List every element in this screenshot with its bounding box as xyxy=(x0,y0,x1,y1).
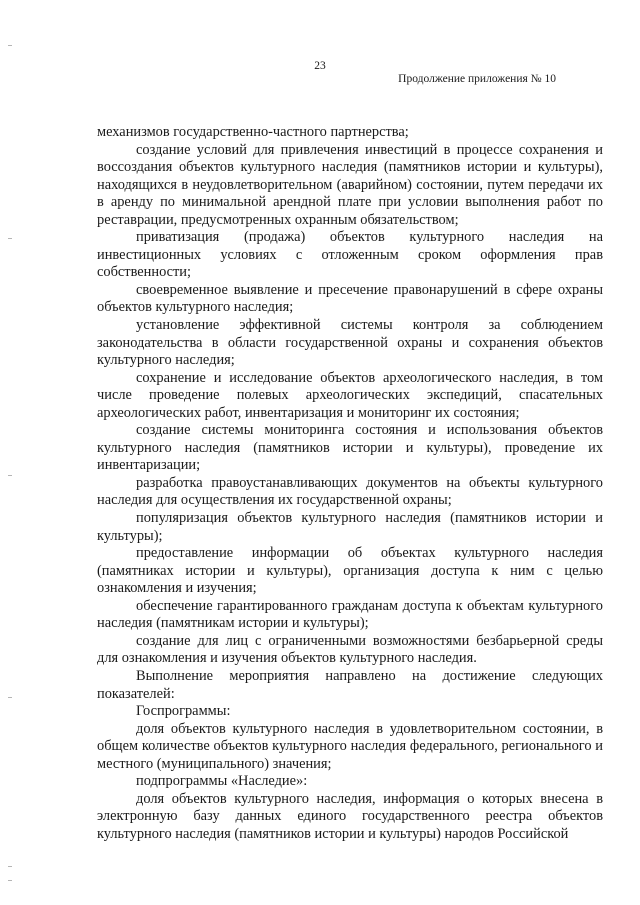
appendix-continuation-note: Продолжение приложения № 10 xyxy=(398,73,556,85)
paragraph-indicator-condition: доля объектов культурного наследия в удовлетворительном состоянии, в общем количестве объектов культурного наследия федерального, регионального и местного (муниципального) значения; xyxy=(97,720,603,772)
paragraph-guaranteed-access: обеспечение гарантированного гражданам доступа к объектам культурного наследия (памятникам истории и культуры); xyxy=(97,597,603,632)
paragraph-investment: создание условий для привлечения инвестиций в процессе сохранения и воссоздания объектов культурного наследия (памятников истории и культуры), находящихся в неудовлетворительном (аварийном) состоянии, путем передачи их в аренду по минимальной арендной плате при условии выполнения работ по реставрации, предусмотренных охранным обязательством; xyxy=(97,141,603,228)
paragraph-state-program: Госпрограммы: xyxy=(136,703,231,720)
paragraph-monitoring: создание системы мониторинга состояния и использования объектов культурного наследия (памятников истории и культуры), проведение их инвентаризации; xyxy=(97,422,603,474)
paragraph-continuation: механизмов государственно-частного партнерства; xyxy=(97,124,409,140)
margin-mark xyxy=(8,866,12,867)
margin-mark xyxy=(8,475,12,476)
paragraph-legal-documents: разработка правоустанавливающих документов на объекты культурного наследия для осуществления их государственной охраны; xyxy=(97,474,603,509)
paragraph-information-access: предоставление информации об объектах культурного наследия (памятниках истории и культуры), организация доступа к ним с целью ознакомления и изучения; xyxy=(97,545,603,597)
paragraph-popularization: популяризация объектов культурного наследия (памятников истории и культуры); xyxy=(97,510,603,544)
paragraph-violations: своевременное выявление и пресечение правонарушений в сфере охраны объектов культурного наследия; xyxy=(97,281,603,316)
paragraph-indicators-intro: Выполнение мероприятия направлено на достижение следующих показателей: xyxy=(97,667,603,702)
margin-mark xyxy=(8,697,12,698)
margin-mark xyxy=(8,880,12,881)
margin-mark xyxy=(8,45,12,46)
paragraph-indicator-registry: доля объектов культурного наследия, информация о которых внесена в электронную базу данных единого государственного реестра объектов культурного наследия (памятников истории и культуры) народов Российской xyxy=(97,790,603,842)
page-number: 23 xyxy=(314,60,326,72)
paragraph-privatization: приватизация (продажа) объектов культурного наследия на инвестиционных условиях с отложенным сроком оформления прав собственности; xyxy=(97,229,603,281)
document-body xyxy=(97,124,603,843)
paragraph-control-system: установление эффективной системы контроля за соблюдением законодательства в области государственной охраны и сохранения объектов культурного наследия; xyxy=(97,317,603,369)
margin-mark xyxy=(8,238,12,239)
paragraph-subprogram-heritage: подпрограммы «Наследие»: xyxy=(136,773,308,790)
paragraph-barrier-free: создание для лиц с ограниченными возможностями безбарьерной среды для ознакомления и изучения объектов культурного наследия. xyxy=(97,632,603,667)
paragraph-archaeology: сохранение и исследование объектов археологического наследия, в том числе проведение полевых археологических экспедиций, спасательных археологических работ, инвентаризация и мониторинг их состояния; xyxy=(97,369,603,421)
